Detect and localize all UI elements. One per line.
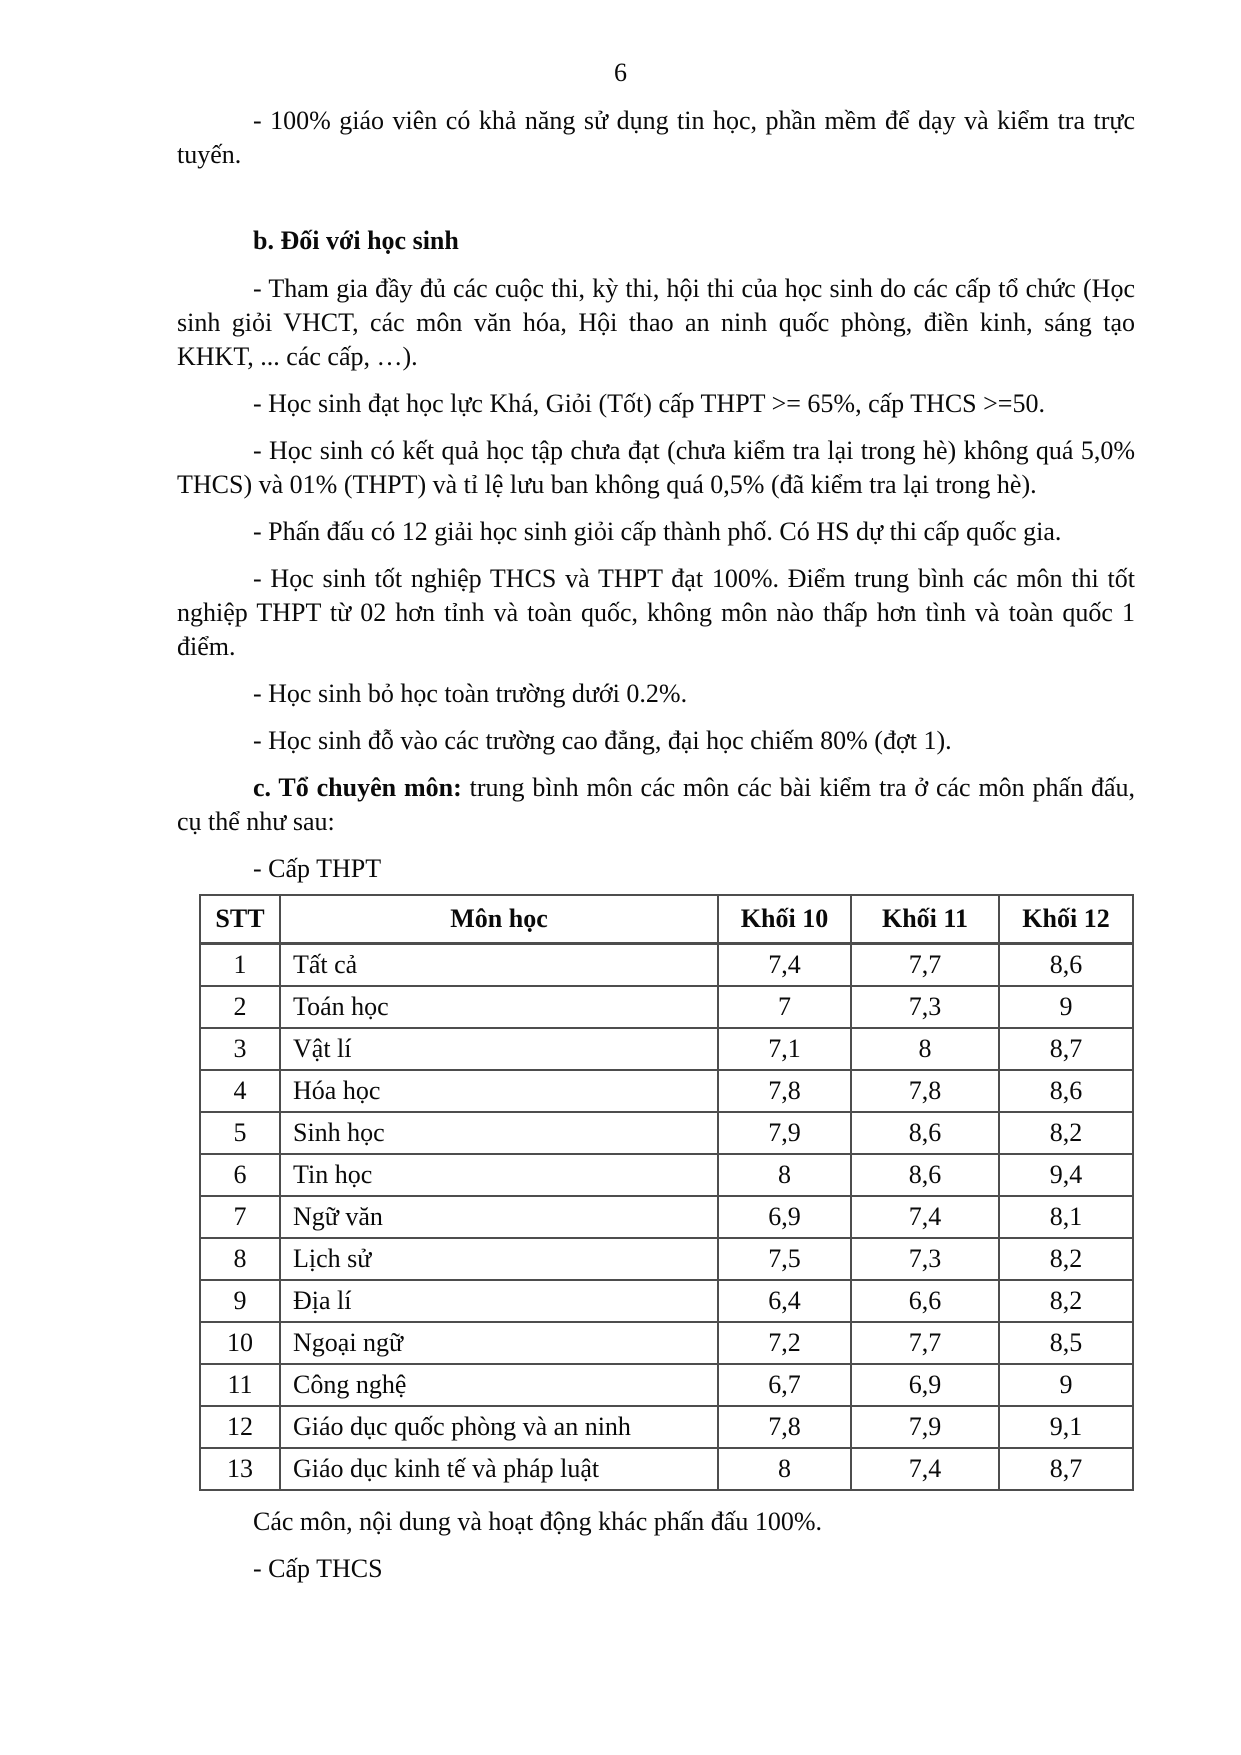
cell-score: 9,1	[999, 1406, 1133, 1448]
cell-score: 6,6	[851, 1280, 999, 1322]
table-row	[200, 944, 1133, 987]
cell-stt: 4	[200, 1070, 280, 1112]
cell-score: 8,6	[851, 1154, 999, 1196]
cell-score: 8,2	[999, 1238, 1133, 1280]
cell-subject: Hóa học	[280, 1070, 718, 1112]
label-cap-thpt: - Cấp THPT	[253, 854, 382, 883]
cell-score: 7	[718, 986, 851, 1028]
heading-subject-groups-text: trung bình môn các môn các bài kiểm tra ở các môn phấn đấu, cụ thể như sau:	[177, 773, 1135, 836]
cell-subject: Giáo dục quốc phòng và an ninh	[280, 1406, 718, 1448]
cell-score: 7,4	[851, 1196, 999, 1238]
cell-score: 6,7	[718, 1364, 851, 1406]
cell-stt: 7	[200, 1196, 280, 1238]
cell-score: 7,8	[718, 1070, 851, 1112]
cell-score: 7,4	[851, 1448, 999, 1490]
cell-subject: Toán học	[280, 986, 718, 1028]
header-grade12: Khối 12	[999, 895, 1133, 944]
label-cap-thcs: - Cấp THCS	[253, 1554, 383, 1583]
table-row	[200, 1196, 1133, 1238]
table-header-row	[200, 895, 1133, 944]
cell-subject: Giáo dục kinh tế và pháp luật	[280, 1448, 718, 1490]
table-row	[200, 1070, 1133, 1112]
cell-score: 8,2	[999, 1112, 1133, 1154]
cell-score: 9	[999, 986, 1133, 1028]
header-stt: STT	[200, 895, 280, 944]
cell-subject: Sinh học	[280, 1112, 718, 1154]
cell-score: 9,4	[999, 1154, 1133, 1196]
cell-stt: 1	[200, 944, 280, 987]
cell-subject: Công nghệ	[280, 1364, 718, 1406]
cell-score: 8,6	[999, 944, 1133, 987]
cell-score: 8	[718, 1448, 851, 1490]
cell-score: 7,8	[718, 1406, 851, 1448]
note-other-subjects: Các môn, nội dung và hoạt động khác phấn đấu 100%.	[253, 1507, 822, 1536]
table-row	[200, 1364, 1133, 1406]
cell-score: 7,8	[851, 1070, 999, 1112]
cell-stt: 11	[200, 1364, 280, 1406]
cell-score: 7,9	[851, 1406, 999, 1448]
para-contests: - Tham gia đầy đủ các cuộc thi, kỳ thi, hội thi của học sinh do các cấp tổ chức (Học sinh giỏi VHCT, các môn văn hóa, Hội thao an ninh quốc phòng, điền kinh, sáng tạo KHKT, ... các cấp, …).	[177, 274, 1135, 371]
cell-stt: 13	[200, 1448, 280, 1490]
cell-score: 7,5	[718, 1238, 851, 1280]
cell-score: 7,1	[718, 1028, 851, 1070]
cell-score: 8	[718, 1154, 851, 1196]
heading-students: b. Đối với học sinh	[253, 226, 459, 255]
cell-score: 8,1	[999, 1196, 1133, 1238]
para-academic-levels: - Học sinh đạt học lực Khá, Giỏi (Tốt) cấp THPT >= 65%, cấp THCS >=50.	[253, 389, 1045, 418]
cell-subject: Ngoại ngữ	[280, 1322, 718, 1364]
cell-score: 7,3	[851, 1238, 999, 1280]
table-row	[200, 1406, 1133, 1448]
header-grade10: Khối 10	[718, 895, 851, 944]
cell-score: 7,2	[718, 1322, 851, 1364]
para-teachers-it: - 100% giáo viên có khả năng sử dụng tin học, phần mềm để dạy và kiểm tra trực tuyến.	[177, 106, 1135, 169]
table-row	[200, 986, 1133, 1028]
para-dropout: - Học sinh bỏ học toàn trường dưới 0.2%.	[253, 679, 688, 708]
cell-score: 7,4	[718, 944, 851, 987]
cell-score: 8,6	[999, 1070, 1133, 1112]
table-row	[200, 1028, 1133, 1070]
cell-score: 9	[999, 1364, 1133, 1406]
cell-subject: Vật lí	[280, 1028, 718, 1070]
cell-stt: 10	[200, 1322, 280, 1364]
cell-score: 6,9	[851, 1364, 999, 1406]
cell-stt: 8	[200, 1238, 280, 1280]
cell-score: 8,7	[999, 1028, 1133, 1070]
header-grade11: Khối 11	[851, 895, 999, 944]
table-row	[200, 1112, 1133, 1154]
page-content	[177, 104, 1135, 1586]
cell-subject: Lịch sử	[280, 1238, 718, 1280]
cell-stt: 5	[200, 1112, 280, 1154]
cell-score: 8,7	[999, 1448, 1133, 1490]
cell-score: 8,6	[851, 1112, 999, 1154]
cell-score: 6,9	[718, 1196, 851, 1238]
cell-stt: 2	[200, 986, 280, 1028]
cell-score: 7,7	[851, 944, 999, 987]
cell-score: 6,4	[718, 1280, 851, 1322]
cell-subject: Tất cả	[280, 944, 718, 987]
table-row	[200, 1280, 1133, 1322]
table-row	[200, 1154, 1133, 1196]
cell-subject: Ngữ văn	[280, 1196, 718, 1238]
cell-score: 8	[851, 1028, 999, 1070]
score-table-thpt	[199, 894, 1134, 1491]
cell-score: 7,9	[718, 1112, 851, 1154]
table-row	[200, 1448, 1133, 1490]
cell-subject: Tin học	[280, 1154, 718, 1196]
cell-stt: 6	[200, 1154, 280, 1196]
para-graduation: - Học sinh tốt nghiệp THCS và THPT đạt 100%. Điểm trung bình các môn thi tốt nghiệp THPT từ 02 hơn tỉnh và toàn quốc, không môn nào thấp hơn tình và toàn quốc 1 điểm.	[177, 564, 1135, 661]
cell-stt: 12	[200, 1406, 280, 1448]
header-subject: Môn học	[280, 895, 718, 944]
para-city-prizes: - Phấn đấu có 12 giải học sinh giỏi cấp thành phố. Có HS dự thi cấp quốc gia.	[253, 517, 1062, 546]
cell-stt: 9	[200, 1280, 280, 1322]
cell-score: 7,7	[851, 1322, 999, 1364]
table-row	[200, 1322, 1133, 1364]
cell-score: 8,5	[999, 1322, 1133, 1364]
cell-score: 7,3	[851, 986, 999, 1028]
table-row	[200, 1238, 1133, 1280]
cell-score: 8,2	[999, 1280, 1133, 1322]
heading-subject-groups	[177, 771, 1135, 839]
cell-subject: Địa lí	[280, 1280, 718, 1322]
para-retake-rates: - Học sinh có kết quả học tập chưa đạt (chưa kiểm tra lại trong hè) không quá 5,0% THCS) và 01% (THPT) và tỉ lệ lưu ban không quá 0,5% (đã kiểm tra lại trong hè).	[177, 436, 1135, 499]
para-university: - Học sinh đỗ vào các trường cao đẳng, đại học chiếm 80% (đợt 1).	[253, 726, 952, 755]
heading-subject-groups-label: c. Tổ chuyên môn:	[253, 773, 462, 802]
page-number: 6	[614, 58, 627, 87]
cell-stt: 3	[200, 1028, 280, 1070]
